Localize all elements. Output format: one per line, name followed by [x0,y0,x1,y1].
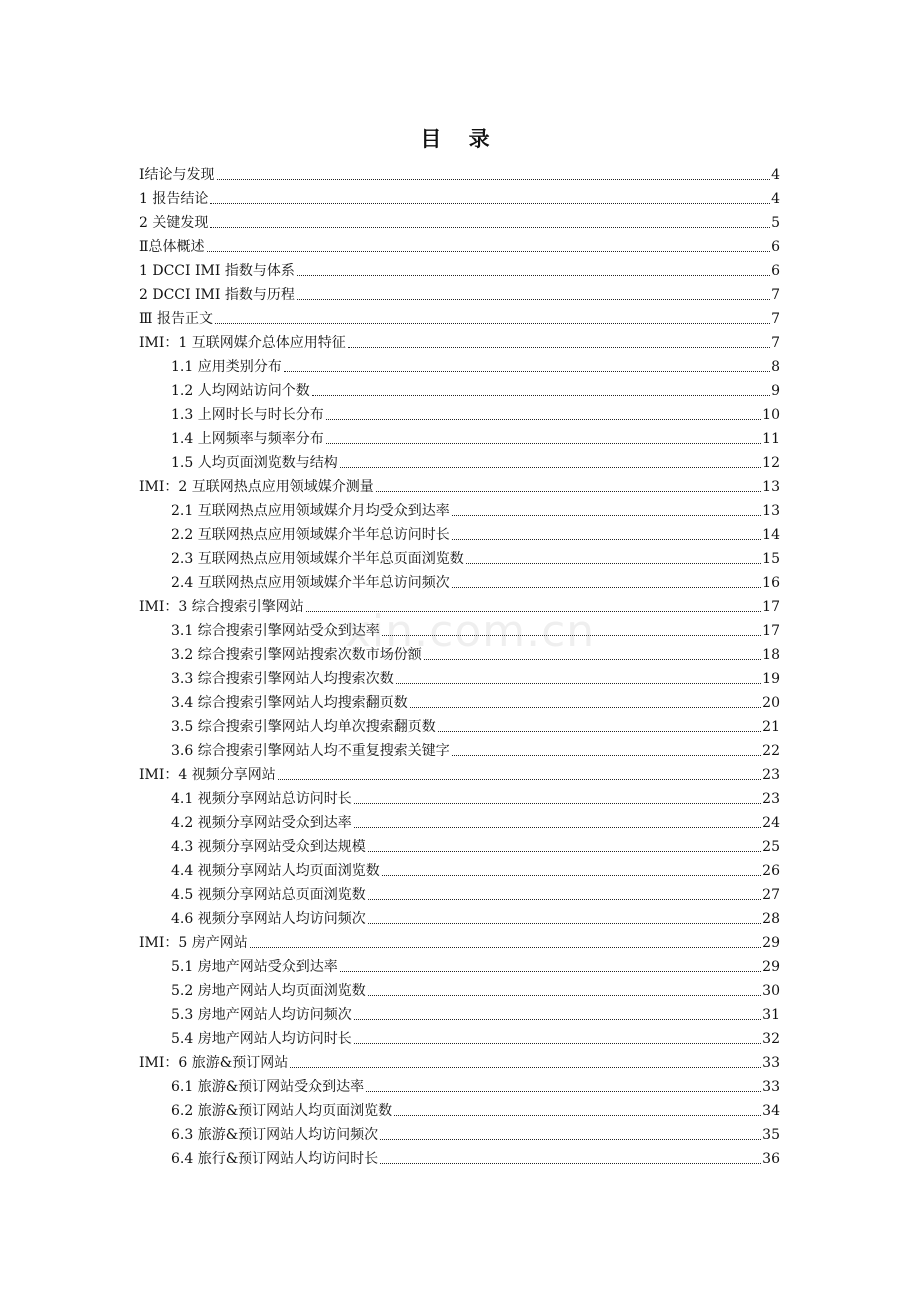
toc-entry-label: Ⅲ 报告正文 [139,311,213,327]
toc-entry[interactable] [0,1072,780,1096]
toc-entry[interactable] [0,160,780,184]
toc-entry-label: IMI：5 房产网站 [139,935,248,951]
toc-entry-label: 5.1 房地产网站受众到达率 [171,959,338,975]
dot-leader [452,515,761,516]
dot-leader [210,227,770,228]
toc-entry[interactable] [0,472,780,496]
toc-entry-page-number: 26 [762,863,780,879]
toc-entry-page-number: 23 [762,767,780,783]
toc-entry[interactable] [0,400,780,424]
toc-entry[interactable] [0,232,780,256]
toc-title: 目 录 [420,127,500,151]
toc-entry-page-number: 9 [771,383,780,399]
dot-leader [394,1115,761,1116]
dot-leader [382,875,761,876]
toc-entry[interactable] [0,688,780,712]
toc-entry-page-number: 29 [762,959,780,975]
toc-entry-page-number: 28 [762,911,780,927]
toc-entry[interactable] [0,304,780,328]
toc-entry[interactable] [0,904,780,928]
toc-entry[interactable] [0,640,780,664]
toc-entry-label: IMI：2 互联网热点应用领域媒介测量 [139,479,374,495]
dot-leader [382,635,761,636]
toc-entry-label: 1.2 人均网站访问个数 [171,383,310,399]
toc-entry[interactable] [0,1144,780,1168]
toc-entry-page-number: 18 [762,647,780,663]
dot-leader [354,803,761,804]
toc-entry-page-number: 16 [762,575,780,591]
toc-entry-page-number: 14 [762,527,780,543]
toc-entry[interactable] [0,712,780,736]
dot-leader [452,587,761,588]
toc-entry-label: 4.1 视频分享网站总访问时长 [171,791,352,807]
dot-leader [424,659,761,660]
toc-entry-label: 1 报告结论 [139,191,209,207]
dot-leader [284,371,770,372]
toc-entry-label: 2.3 互联网热点应用领域媒介半年总页面浏览数 [171,551,464,567]
toc-entry-label: Ⅰ结论与发现 [139,167,215,183]
dot-leader [326,419,761,420]
toc-entry[interactable] [0,496,780,520]
toc-entry-page-number: 34 [762,1103,780,1119]
dot-leader [215,323,770,324]
toc-entry[interactable] [0,256,780,280]
toc-entry[interactable] [0,376,780,400]
toc-entry-label: 2 关键发现 [139,215,209,231]
toc-entry-label: 5.3 房地产网站人均访问频次 [171,1007,352,1023]
toc-entry-label: 4.5 视频分享网站总页面浏览数 [171,887,366,903]
dot-leader [297,275,770,276]
dot-leader [348,347,770,348]
toc-entry[interactable] [0,424,780,448]
toc-entry-page-number: 13 [762,479,780,495]
dot-leader [368,851,761,852]
dot-leader [452,539,761,540]
toc-entry[interactable] [0,1000,780,1024]
toc-entry-label: Ⅱ总体概述 [139,239,205,255]
dot-leader [438,731,761,732]
watermark: xin.com.cn [345,606,596,657]
toc-entry-page-number: 36 [762,1151,780,1167]
toc-entry-page-number: 8 [771,359,780,375]
dot-leader [410,707,761,708]
toc-entry[interactable] [0,976,780,1000]
dot-leader [210,203,770,204]
toc-entry[interactable] [0,880,780,904]
toc-entry-label: IMI：6 旅游&预订网站 [139,1055,289,1071]
dot-leader [396,683,761,684]
toc-entry-label: 4.3 视频分享网站受众到达规模 [171,839,366,855]
toc-entry-label: 6.1 旅游&预订网站受众到达率 [171,1079,365,1095]
toc-entry-page-number: 6 [771,239,780,255]
dot-leader [326,443,761,444]
toc-entry-label: 2.2 互联网热点应用领域媒介半年总访问时长 [171,527,450,543]
dot-leader [368,995,761,996]
toc-entry-label: 6.2 旅游&预订网站人均页面浏览数 [171,1103,393,1119]
toc-entry-page-number: 4 [771,167,780,183]
toc-entry-label: 5.2 房地产网站人均页面浏览数 [171,983,366,999]
toc-entry[interactable] [0,544,780,568]
toc-entry[interactable] [0,856,780,880]
toc-entry-label: 3.2 综合搜索引擎网站搜索次数市场份额 [171,647,422,663]
toc-entry-page-number: 20 [762,695,780,711]
toc-entry[interactable] [0,1048,780,1072]
dot-leader [376,491,761,492]
toc-entry-label: 3.5 综合搜索引擎网站人均单次搜索翻页数 [171,719,436,735]
toc-entry[interactable] [0,808,780,832]
table-of-contents [0,160,920,1168]
dot-leader [466,563,761,564]
toc-entry[interactable] [0,568,780,592]
toc-entry-page-number: 27 [762,887,780,903]
toc-entry-page-number: 32 [762,1031,780,1047]
toc-entry-label: 4.6 视频分享网站人均访问频次 [171,911,366,927]
dot-leader [278,779,761,780]
toc-entry-page-number: 11 [762,431,780,447]
toc-entry-label: 4.2 视频分享网站受众到达率 [171,815,352,831]
toc-entry-label: 3.1 综合搜索引擎网站受众到达率 [171,623,380,639]
toc-entry-page-number: 5 [771,215,780,231]
toc-entry-page-number: 7 [771,311,780,327]
toc-entry-label: IMI：3 综合搜索引擎网站 [139,599,304,615]
toc-entry[interactable] [0,1096,780,1120]
toc-entry[interactable] [0,784,780,808]
toc-entry-label: 1 DCCI IMI 指数与体系 [139,263,295,279]
toc-entry-page-number: 10 [762,407,780,423]
toc-entry[interactable] [0,616,780,640]
toc-entry[interactable] [0,520,780,544]
toc-entry[interactable] [0,448,780,472]
toc-entry-label: IMI：1 互联网媒介总体应用特征 [139,335,346,351]
toc-entry-page-number: 23 [762,791,780,807]
toc-entry-page-number: 31 [762,1007,780,1023]
toc-entry-label: 2.4 互联网热点应用领域媒介半年总访问频次 [171,575,450,591]
toc-entry-page-number: 33 [762,1055,780,1071]
dot-leader [366,1091,761,1092]
dot-leader [354,1043,761,1044]
toc-entry[interactable] [0,592,780,616]
toc-entry-label: 4.4 视频分享网站人均页面浏览数 [171,863,380,879]
toc-entry-page-number: 25 [762,839,780,855]
toc-entry-page-number: 17 [762,599,780,615]
toc-entry[interactable] [0,736,780,760]
toc-entry[interactable] [0,1120,780,1144]
toc-entry[interactable] [0,832,780,856]
dot-leader [207,251,771,252]
toc-entry-label: 1.1 应用类别分布 [171,359,282,375]
dot-leader [354,827,761,828]
toc-entry[interactable] [0,184,780,208]
toc-entry-label: IMI：4 视频分享网站 [139,767,276,783]
toc-entry[interactable] [0,928,780,952]
toc-entry-page-number: 35 [762,1127,780,1143]
toc-entry[interactable] [0,1024,780,1048]
dot-leader [306,611,761,612]
toc-entry-label: 1.5 人均页面浏览数与结构 [171,455,338,471]
toc-entry-page-number: 22 [762,743,780,759]
toc-entry[interactable] [0,352,780,376]
dot-leader [380,1139,761,1140]
dot-leader [452,755,761,756]
toc-entry[interactable] [0,952,780,976]
dot-leader [312,395,770,396]
toc-entry-label: 6.3 旅游&预订网站人均访问频次 [171,1127,379,1143]
toc-entry-label: 6.4 旅行&预订网站人均访问时长 [171,1151,379,1167]
dot-leader [217,179,771,180]
dot-leader [290,1067,761,1068]
toc-entry-label: 3.3 综合搜索引擎网站人均搜索次数 [171,671,394,687]
toc-entry-page-number: 13 [762,503,780,519]
toc-entry-page-number: 7 [771,287,780,303]
dot-leader [368,899,761,900]
toc-entry-page-number: 30 [762,983,780,999]
toc-entry-page-number: 24 [762,815,780,831]
toc-entry-label: 3.4 综合搜索引擎网站人均搜索翻页数 [171,695,408,711]
dot-leader [250,947,761,948]
toc-entry-page-number: 12 [762,455,780,471]
toc-entry[interactable] [0,208,780,232]
toc-entry-label: 2.1 互联网热点应用领域媒介月均受众到达率 [171,503,450,519]
toc-entry-label: 3.6 综合搜索引擎网站人均不重复搜索关键字 [171,743,450,759]
dot-leader [354,1019,761,1020]
toc-entry-page-number: 17 [762,623,780,639]
toc-entry-page-number: 4 [771,191,780,207]
toc-entry-page-number: 29 [762,935,780,951]
toc-entry-page-number: 21 [762,719,780,735]
toc-entry-label: 1.4 上网频率与频率分布 [171,431,324,447]
toc-entry[interactable] [0,664,780,688]
dot-leader [340,467,761,468]
toc-entry[interactable] [0,280,780,304]
dot-leader [340,971,761,972]
toc-entry-page-number: 15 [762,551,780,567]
toc-entry-page-number: 6 [771,263,780,279]
toc-entry[interactable] [0,760,780,784]
toc-entry-page-number: 19 [762,671,780,687]
toc-entry[interactable] [0,328,780,352]
toc-entry-page-number: 7 [771,335,780,351]
dot-leader [368,923,761,924]
toc-entry-page-number: 33 [762,1079,780,1095]
dot-leader [297,299,770,300]
toc-entry-label: 5.4 房地产网站人均访问时长 [171,1031,352,1047]
toc-entry-label: 1.3 上网时长与时长分布 [171,407,324,423]
dot-leader [380,1163,761,1164]
toc-entry-label: 2 DCCI IMI 指数与历程 [139,287,295,303]
